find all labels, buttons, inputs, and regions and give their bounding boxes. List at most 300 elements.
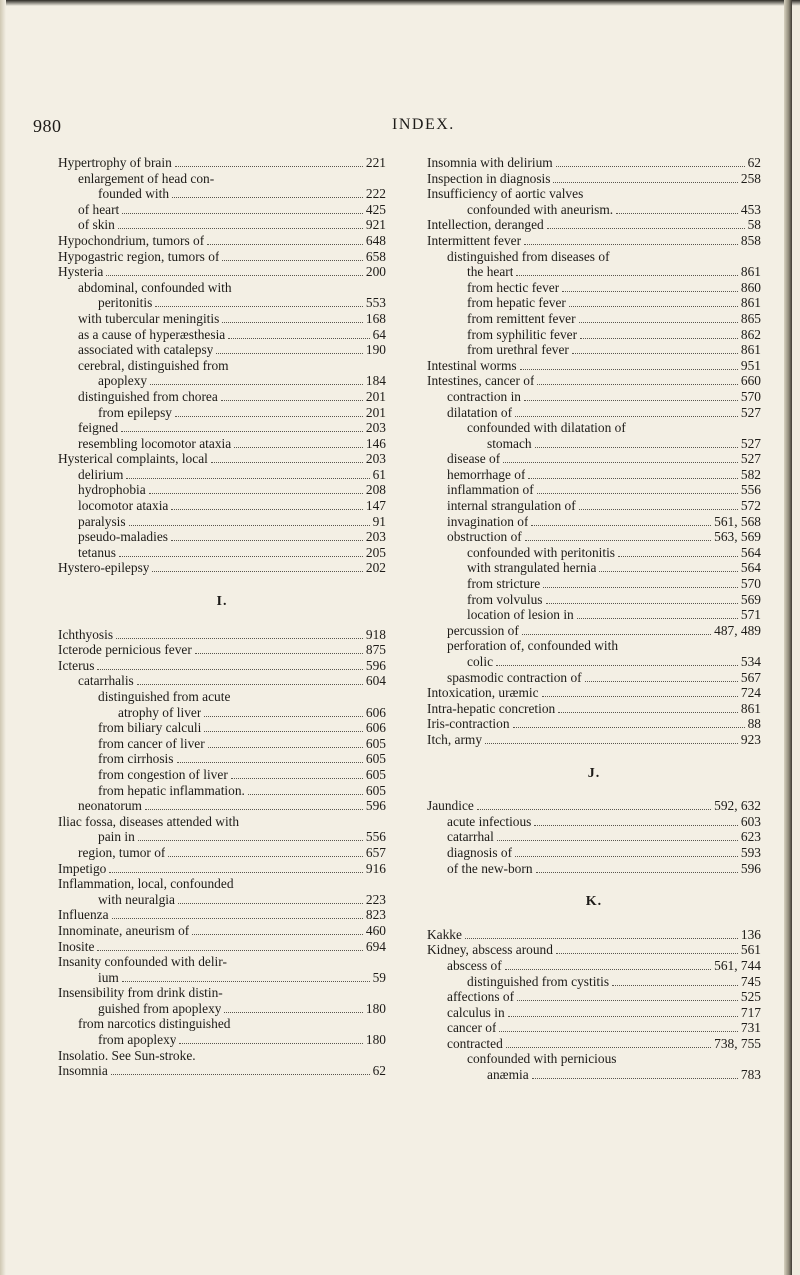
dot-leader: [222, 260, 363, 261]
entry-term: disease of: [447, 451, 501, 467]
dot-leader: [204, 731, 363, 732]
dot-leader: [547, 228, 745, 229]
index-entry: [58, 233, 386, 249]
entry-term: of skin: [78, 217, 115, 233]
entry-term: neonatorum: [78, 798, 142, 814]
entry-term: hydrophobia: [78, 482, 146, 498]
page-reference: 823: [365, 907, 386, 923]
page-reference: 875: [365, 642, 386, 658]
index-entry: [58, 514, 386, 530]
index-entry: [58, 249, 386, 265]
page-reference: 425: [365, 201, 386, 217]
page-reference: 64: [372, 326, 386, 342]
page-reference: 738, 755: [714, 1035, 761, 1051]
page-reference: 453: [740, 201, 761, 217]
index-entry: [58, 1063, 386, 1079]
page-reference: 916: [365, 860, 386, 876]
page-right-edge: [784, 0, 792, 1275]
index-entry-line: [58, 1048, 386, 1064]
entry-term: of the new-born: [447, 860, 533, 876]
page-reference: 918: [365, 626, 386, 642]
index-entry: [58, 642, 386, 658]
index-entry: [427, 280, 761, 296]
entry-term: Innominate, aneurism of: [58, 922, 190, 938]
entry-term: distinguished from acute: [98, 689, 231, 704]
page-reference: 593: [740, 844, 761, 860]
index-entry: [427, 389, 761, 405]
dot-leader: [515, 416, 738, 417]
index-entry-line: [58, 876, 386, 892]
entry-term: with neuralgia: [98, 891, 175, 907]
index-entry: [427, 373, 761, 389]
page-reference: 527: [740, 451, 761, 467]
dot-leader: [155, 306, 363, 307]
dot-leader: [109, 872, 363, 873]
entry-term: peritonitis: [98, 295, 153, 311]
entry-term: Insomnia: [58, 1063, 108, 1079]
page-reference: 861: [740, 342, 761, 358]
entry-term: distinguished from cystitis: [467, 973, 610, 989]
entry-term: internal strangulation of: [447, 498, 576, 514]
dot-leader: [111, 1074, 370, 1075]
entry-term: Insensibility from drink distin-: [58, 985, 223, 1001]
index-entry: [427, 405, 761, 421]
index-entry: [58, 482, 386, 498]
entry-term: cancer of: [447, 1020, 497, 1036]
entry-term: guished from apoplexy: [98, 1000, 222, 1016]
index-entry: [58, 498, 386, 514]
entry-term: the heart: [467, 264, 514, 280]
page-reference: 487, 489: [714, 622, 761, 638]
index-entry: [427, 927, 761, 943]
entry-term: region, tumor of: [78, 844, 166, 860]
page-reference: 62: [372, 1063, 386, 1079]
entry-term: diagnosis of: [447, 844, 513, 860]
page-reference: 658: [365, 248, 386, 264]
index-entry-line: [427, 186, 761, 202]
dot-leader: [542, 696, 738, 697]
entry-term: confounded with pernicious: [467, 1051, 617, 1067]
index-entry: [58, 720, 386, 736]
dot-leader: [599, 571, 738, 572]
index-entry: [58, 467, 386, 483]
page-reference: 223: [365, 891, 386, 907]
index-entry-line: [58, 985, 386, 1001]
entry-term: dilatation of: [447, 404, 513, 420]
entry-term: contracted: [447, 1035, 503, 1051]
dot-leader: [138, 840, 363, 841]
page-reference: 222: [365, 186, 386, 202]
index-entry: [427, 311, 761, 327]
entry-term: from hepatic fever: [467, 295, 566, 311]
dot-leader: [577, 618, 738, 619]
dot-leader: [248, 794, 363, 795]
dot-leader: [537, 384, 737, 385]
page-reference: 596: [365, 798, 386, 814]
entry-term: from cirrhosis: [98, 751, 174, 767]
dot-leader: [465, 938, 738, 939]
page-reference: 202: [365, 560, 386, 576]
entry-term: Intra-hepatic concretion: [427, 700, 556, 716]
index-entry: [427, 623, 761, 639]
entry-term: Intestines, cancer of: [427, 373, 535, 389]
entry-term: from urethral fever: [467, 342, 569, 358]
entry-term: spasmodic contraction of: [447, 669, 582, 685]
index-entry: [58, 751, 386, 767]
index-entry: [427, 814, 761, 830]
page-reference: 168: [365, 310, 386, 326]
dot-leader: [534, 825, 738, 826]
page-reference: 561, 744: [714, 957, 761, 973]
entry-term: from remittent fever: [467, 310, 576, 326]
left-column: [58, 155, 386, 1079]
index-entry: [58, 1032, 386, 1048]
index-entry: [58, 627, 386, 643]
page-reference: 556: [365, 829, 386, 845]
index-entry: [427, 514, 761, 530]
index-entry: [58, 389, 386, 405]
page-reference: 596: [740, 860, 761, 876]
index-entry: [58, 342, 386, 358]
dot-leader: [221, 400, 363, 401]
index-entry: [58, 405, 386, 421]
entry-term: confounded with peritonitis: [467, 544, 616, 560]
index-entry: [58, 264, 386, 280]
index-entry: [58, 436, 386, 452]
index-entry: [427, 845, 761, 861]
page-reference: 694: [365, 938, 386, 954]
entry-term: distinguished from chorea: [78, 388, 218, 404]
index-entry: [427, 560, 761, 576]
page-reference: 783: [740, 1067, 761, 1083]
index-entry: [58, 783, 386, 799]
dot-leader: [579, 509, 738, 510]
dot-leader: [175, 416, 363, 417]
dot-leader: [524, 400, 738, 401]
dot-leader: [118, 228, 363, 229]
page-reference: 923: [740, 731, 761, 747]
dot-leader: [505, 969, 711, 970]
page-reference: 571: [740, 607, 761, 623]
entry-term: from biliary calculi: [98, 720, 202, 736]
index-entry: [58, 545, 386, 561]
entry-term: paralysis: [78, 513, 126, 529]
dot-leader: [553, 182, 737, 183]
index-entry: [427, 942, 761, 958]
page-reference: 582: [740, 466, 761, 482]
index-entry: [427, 716, 761, 732]
dot-leader: [207, 244, 363, 245]
page-reference: 221: [365, 155, 386, 170]
page-reference: 603: [740, 813, 761, 829]
page-reference: 205: [365, 544, 386, 560]
dot-leader: [168, 856, 363, 857]
entry-term: from syphilitic fever: [467, 326, 578, 342]
page-reference: 61: [372, 466, 386, 482]
entry-term: as a cause of hyperæsthesia: [78, 326, 226, 342]
page-reference: 136: [740, 926, 761, 942]
page-number: 980: [33, 116, 62, 136]
page-reference: 605: [365, 782, 386, 798]
entry-term: delirium: [78, 466, 124, 482]
page-reference: 731: [740, 1020, 761, 1036]
index-entry: [427, 451, 761, 467]
index-entry: [427, 358, 761, 374]
page-reference: 58: [747, 217, 761, 233]
index-entry: [58, 451, 386, 467]
entry-term: from hectic fever: [467, 279, 560, 295]
page-reference: 717: [740, 1004, 761, 1020]
dot-leader: [234, 447, 363, 448]
index-entry: [58, 798, 386, 814]
page-reference: 561, 568: [714, 513, 761, 529]
dot-leader: [171, 540, 363, 541]
page-reference: 564: [740, 544, 761, 560]
entry-term: from congestion of liver: [98, 766, 228, 782]
page-reference: 572: [740, 498, 761, 514]
index-entry: [58, 529, 386, 545]
entry-term: Iris-contraction: [427, 716, 510, 732]
entry-term: from stricture: [467, 576, 541, 592]
index-entry: [58, 767, 386, 783]
page-reference: 569: [740, 591, 761, 607]
entry-term: location of lesion in: [467, 607, 574, 623]
dot-leader: [122, 213, 363, 214]
index-entry: [58, 420, 386, 436]
dot-leader: [204, 716, 363, 717]
entry-term: colic: [467, 654, 494, 669]
dot-leader: [211, 462, 363, 463]
dot-leader: [543, 587, 738, 588]
entry-term: atrophy of liver: [118, 704, 202, 720]
entry-term: abscess of: [447, 957, 502, 973]
dot-leader: [129, 525, 370, 526]
entry-term: Iliac fossa, diseases attended with: [58, 813, 240, 829]
index-entry-line: [427, 1051, 761, 1067]
index-entry: [427, 171, 761, 187]
dot-leader: [121, 431, 363, 432]
dot-leader: [536, 872, 738, 873]
page-reference: 570: [740, 576, 761, 592]
dot-leader: [97, 669, 362, 670]
page-reference: 605: [365, 766, 386, 782]
entry-term: stomach: [487, 435, 532, 451]
dot-leader: [231, 778, 363, 779]
dot-leader: [145, 809, 363, 810]
dot-leader: [175, 166, 363, 167]
index-entry: [427, 732, 761, 748]
index-entry: [58, 907, 386, 923]
index-entry: [58, 736, 386, 752]
index-entry: [427, 576, 761, 592]
entry-term: obstruction of: [447, 529, 522, 545]
index-entry-line: [58, 358, 386, 374]
page-reference: 605: [365, 751, 386, 767]
page-reference: 180: [365, 1032, 386, 1048]
dot-leader: [572, 353, 738, 354]
dot-leader: [477, 809, 711, 810]
entry-term: Intoxication, uræmic: [427, 685, 539, 701]
dot-leader: [222, 322, 363, 323]
entry-term: from hepatic inflammation.: [98, 782, 245, 798]
index-entry: [427, 498, 761, 514]
index-entry-line: [58, 1016, 386, 1032]
dot-leader: [556, 953, 738, 954]
entry-term: Inspection in diagnosis: [427, 170, 551, 186]
page-reference: 724: [740, 685, 761, 701]
index-entry: [427, 1067, 761, 1083]
entry-term: acute infectious: [447, 813, 532, 829]
entry-term: pain in: [98, 829, 135, 845]
index-entry: [58, 845, 386, 861]
entry-term: percussion of: [447, 622, 519, 638]
entry-term: catarrhal: [447, 829, 494, 845]
entry-term: apoplexy: [98, 373, 148, 389]
page-reference: 91: [372, 513, 386, 529]
index-entry: [427, 670, 761, 686]
page-reference: 563, 569: [714, 529, 761, 545]
dot-leader: [216, 353, 363, 354]
entry-term: affections of: [447, 989, 515, 1005]
entry-term: abdominal, confounded with: [78, 279, 232, 295]
dot-leader: [485, 743, 738, 744]
index-entry-line: [427, 638, 761, 654]
dot-leader: [172, 197, 363, 198]
entry-term: calculus in: [447, 1004, 505, 1020]
page-reference: 862: [740, 326, 761, 342]
index-entry: [427, 545, 761, 561]
page-reference: 570: [740, 388, 761, 404]
entry-term: from cancer of liver: [98, 735, 205, 751]
index-entry-line: [58, 689, 386, 705]
dot-leader: [569, 306, 738, 307]
entry-term: from epilepsy: [98, 404, 173, 420]
page-reference: 921: [365, 217, 386, 233]
dot-leader: [513, 727, 745, 728]
dot-leader: [499, 1031, 737, 1032]
dot-leader: [506, 1047, 711, 1048]
dot-leader: [520, 369, 738, 370]
page-reference: 201: [365, 388, 386, 404]
entry-term: contraction in: [447, 388, 521, 404]
entry-term: inflammation of: [447, 482, 534, 498]
dot-leader: [503, 462, 738, 463]
dot-leader: [508, 1016, 738, 1017]
dot-leader: [531, 525, 711, 526]
index-entry: [427, 1005, 761, 1021]
index-entry: [427, 974, 761, 990]
entry-term: founded with: [98, 186, 170, 202]
right-column: [427, 155, 761, 1083]
dot-leader: [616, 213, 738, 214]
page-reference: 200: [365, 264, 386, 280]
page-reference: 657: [365, 844, 386, 860]
dot-leader: [525, 540, 711, 541]
dot-leader: [546, 603, 738, 604]
entry-term: with tubercular meningitis: [78, 310, 220, 326]
page-reference: 567: [740, 669, 761, 685]
page-reference: 208: [365, 482, 386, 498]
entry-term: associated with catalepsy: [78, 342, 214, 358]
dot-leader: [524, 244, 738, 245]
entry-term: Hysteria: [58, 264, 104, 280]
index-entry: [427, 958, 761, 974]
page-reference: 860: [740, 279, 761, 295]
dot-leader: [171, 509, 363, 510]
dot-leader: [179, 1043, 362, 1044]
index-entry: [427, 989, 761, 1005]
index-entry: [427, 1036, 761, 1052]
dot-leader: [517, 1000, 738, 1001]
dot-leader: [612, 985, 738, 986]
page-reference: 604: [365, 673, 386, 689]
index-entry: [427, 829, 761, 845]
entry-term: Insolatio. See Sun-stroke.: [58, 1047, 196, 1063]
index-entry: [427, 327, 761, 343]
index-entry: [427, 529, 761, 545]
page-reference: 660: [740, 373, 761, 389]
page-reference: 147: [365, 498, 386, 514]
dot-leader: [177, 762, 363, 763]
dot-leader: [516, 275, 737, 276]
index-entry: [427, 264, 761, 280]
dot-leader: [528, 478, 737, 479]
dot-leader: [126, 478, 369, 479]
dot-leader: [152, 571, 362, 572]
running-head: INDEX.: [392, 116, 455, 133]
dot-leader: [522, 634, 711, 635]
entry-term: Insomnia with delirium: [427, 155, 553, 170]
page-reference: 460: [365, 922, 386, 938]
entry-term: Inosite: [58, 938, 95, 954]
index-entry: [427, 1020, 761, 1036]
dot-leader: [562, 291, 738, 292]
entry-term: perforation of, confounded with: [447, 638, 619, 654]
dot-leader: [496, 665, 738, 666]
dot-leader: [119, 556, 363, 557]
dot-leader: [579, 322, 738, 323]
entry-term: Hypochondrium, tumors of: [58, 232, 205, 248]
entry-term: confounded with aneurism.: [467, 201, 614, 217]
entry-term: Kakke: [427, 926, 462, 942]
index-entry: [427, 654, 761, 670]
entry-term: from narcotics distinguished: [78, 1016, 231, 1032]
page-reference: 258: [740, 170, 761, 186]
page-reference: 745: [740, 973, 761, 989]
index-entry: [58, 705, 386, 721]
entry-term: enlargement of head con-: [78, 170, 215, 186]
dot-leader: [618, 556, 738, 557]
page-reference: 201: [365, 404, 386, 420]
entry-term: Kidney, abscess around: [427, 942, 553, 958]
index-entry-line: [427, 420, 761, 436]
dot-leader: [208, 747, 363, 748]
index-entry: [427, 202, 761, 218]
entry-term: of heart: [78, 201, 120, 217]
entry-term: Itch, army: [427, 731, 483, 747]
entry-term: from volvulus: [467, 591, 543, 607]
index-entry: [58, 861, 386, 877]
index-entry: [58, 560, 386, 576]
page-reference: 88: [747, 716, 761, 732]
index-entry: [58, 658, 386, 674]
index-entry: [427, 798, 761, 814]
index-entry: [427, 467, 761, 483]
dot-leader: [106, 275, 363, 276]
entry-term: Influenza: [58, 907, 109, 923]
index-entry: [58, 202, 386, 218]
entry-term: Inflammation, local, confounded: [58, 876, 234, 892]
